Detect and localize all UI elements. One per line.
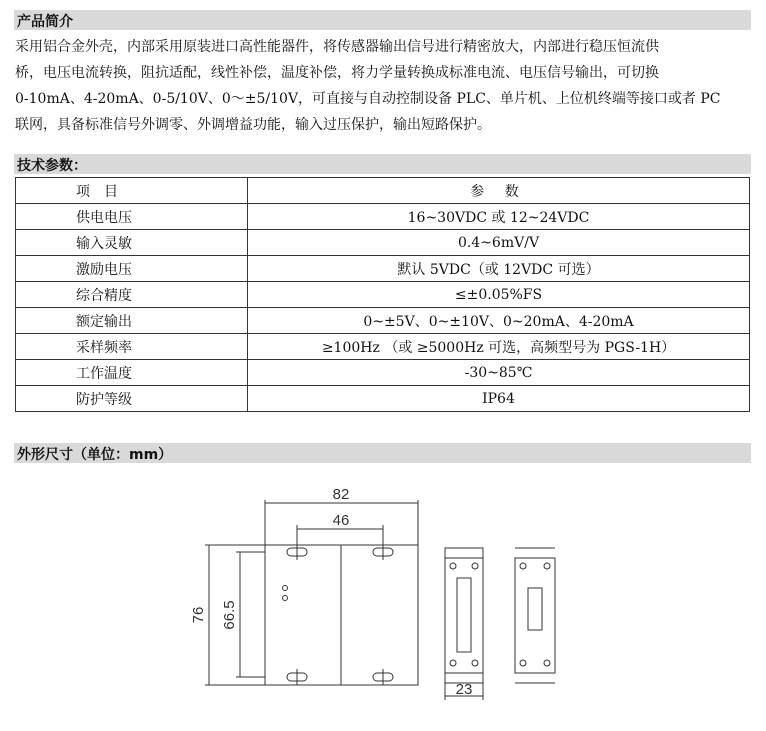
screw-icon	[450, 563, 456, 569]
screw-icon	[544, 660, 550, 666]
row-param: IP64	[248, 386, 750, 412]
specs-section-bar	[14, 154, 751, 174]
row-param: -30~85℃	[248, 360, 750, 386]
screw-icon	[450, 660, 456, 666]
dimension-drawing	[0, 470, 766, 720]
intro-line: 0-10mA、4-20mA、0-5/10V、0～±5/10V，可直接与自动控制设备 PLC、单片机、上位机终端等接口或者 PC	[15, 91, 721, 107]
side-view-body	[445, 558, 483, 673]
row-item: 综合精度	[16, 282, 248, 308]
table-row	[16, 386, 750, 412]
header-param: 参 数	[248, 178, 750, 204]
intro-text	[15, 34, 755, 138]
end-view-body	[515, 558, 555, 673]
screw-icon	[544, 563, 550, 569]
row-param: ≤±0.05%FS	[248, 282, 750, 308]
row-item: 激励电压	[16, 256, 248, 282]
dim-label-46: 46	[332, 512, 350, 529]
adjust-screw-icon	[283, 596, 288, 601]
table-row	[16, 360, 750, 386]
header-item: 项 目	[16, 178, 248, 204]
row-param: 0.4~6mV/V	[248, 230, 750, 256]
dim-label-82: 82	[332, 486, 350, 503]
side-view-window	[457, 578, 471, 652]
end-view-window	[528, 588, 542, 630]
table-header-row	[16, 178, 750, 204]
row-item: 工作温度	[16, 360, 248, 386]
row-item: 额定输出	[16, 308, 248, 334]
row-param: ≥100Hz （或 ≥5000Hz 可选，高频型号为 PGS-1H）	[248, 334, 750, 360]
dimensions-title: 外形尺寸（单位：mm）	[17, 447, 173, 463]
side-view-flange	[445, 548, 483, 558]
row-item: 供电电压	[16, 204, 248, 230]
specs-table	[15, 177, 750, 412]
intro-section-bar	[14, 10, 751, 30]
dim-label-23: 23	[455, 681, 473, 698]
row-item: 输入灵敏	[16, 230, 248, 256]
table-row	[16, 230, 750, 256]
intro-line: 采用铝合金外壳，内部采用原装进口高性能器件，将传感器输出信号进行精密放大，内部进行稳压恒流供	[15, 39, 659, 55]
row-param: 默认 5VDC（或 12VDC 可选）	[248, 256, 750, 282]
screw-icon	[472, 563, 478, 569]
intro-title: 产品简介	[17, 14, 73, 30]
table-row	[16, 334, 750, 360]
intro-line: 联网，具备标准信号外调零、外调增益功能，输入过压保护，输出短路保护。	[15, 117, 491, 133]
screw-icon	[472, 660, 478, 666]
table-row	[16, 308, 750, 334]
screw-icon	[520, 660, 526, 666]
table-row	[16, 282, 750, 308]
dimensions-section-bar	[14, 443, 751, 463]
row-item: 防护等级	[16, 386, 248, 412]
row-item: 采样频率	[16, 334, 248, 360]
dim-label-76: 76	[190, 606, 207, 624]
table-row	[16, 204, 750, 230]
dim-label-66-5: 66.5	[221, 600, 238, 630]
row-param: 16~30VDC 或 12~24VDC	[248, 204, 750, 230]
screw-icon	[520, 563, 526, 569]
intro-line: 桥，电压电流转换，阻抗适配，线性补偿，温度补偿，将力学量转换成标准电流、电压信号输出，可切换	[15, 65, 659, 81]
adjust-screw-icon	[283, 586, 288, 591]
row-param: 0~±5V、0~±10V、0~20mA、4-20mA	[248, 308, 750, 334]
specs-title: 技术参数：	[17, 158, 87, 174]
table-row	[16, 256, 750, 282]
